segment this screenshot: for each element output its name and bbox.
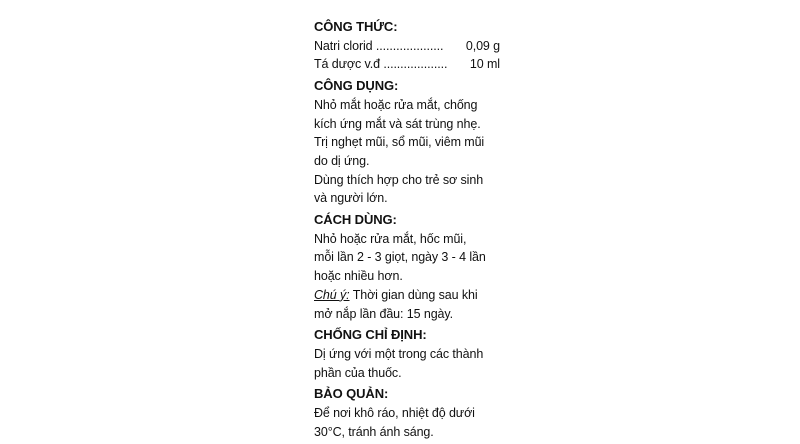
- note-line: [314, 286, 500, 305]
- ingredient-amount: 0,09 g: [465, 38, 500, 53]
- section-heading: CÔNG THỨC:: [314, 19, 398, 34]
- text-column: [314, 18, 500, 444]
- ingredient-name: Tá dược v.đ ...................: [314, 57, 448, 72]
- text-line: hoặc nhiều hơn.: [314, 269, 403, 284]
- text-line: Dùng thích hợp cho trẻ sơ sinh: [314, 172, 484, 187]
- ingredient-row: [314, 37, 500, 56]
- section-cong-dung: [314, 77, 500, 208]
- section-heading: CHỐNG CHỈ ĐỊNH:: [314, 327, 427, 343]
- text-line: Nhỏ mắt hoặc rửa mắt, chống: [314, 97, 478, 112]
- ingredient-name: Natri clorid ....................: [314, 38, 444, 53]
- note-label: Chú ý:: [314, 287, 350, 302]
- section-heading: CÔNG DỤNG:: [314, 78, 399, 94]
- text-line: và người lớn.: [314, 191, 388, 206]
- text-line: do dị ứng.: [314, 153, 370, 168]
- section-cach-dung: [314, 211, 500, 323]
- text-line: Trị nghẹt mũi, sổ mũi, viêm mũi: [314, 135, 485, 150]
- section-chong-chi-dinh: [314, 326, 500, 382]
- ingredient-amount: 10 ml: [469, 57, 500, 72]
- text-line: phần của thuốc.: [314, 365, 402, 380]
- text-line: Dị ứng với một trong các thành: [314, 346, 484, 361]
- ingredient-row: [314, 55, 500, 74]
- section-bao-quan: [314, 385, 500, 441]
- section-heading: BẢO QUẢN:: [314, 386, 389, 402]
- text-line: kích ứng mắt và sát trùng nhẹ.: [314, 116, 481, 131]
- section-heading: CÁCH DÙNG:: [314, 212, 397, 228]
- text-line: 30°C, tránh ánh sáng.: [314, 424, 434, 439]
- text-line: mở nắp lần đầu: 15 ngày.: [314, 306, 453, 321]
- text-line: mỗi lần 2 - 3 giọt, ngày 3 - 4 lần: [314, 250, 486, 265]
- text-line: Nhỏ hoặc rửa mắt, hốc mũi,: [314, 231, 467, 246]
- note-text: Thời gian dùng sau khi: [352, 287, 478, 302]
- section-cong-thuc: [314, 18, 500, 74]
- text-line: Để nơi khô ráo, nhiệt độ dưới: [314, 406, 475, 421]
